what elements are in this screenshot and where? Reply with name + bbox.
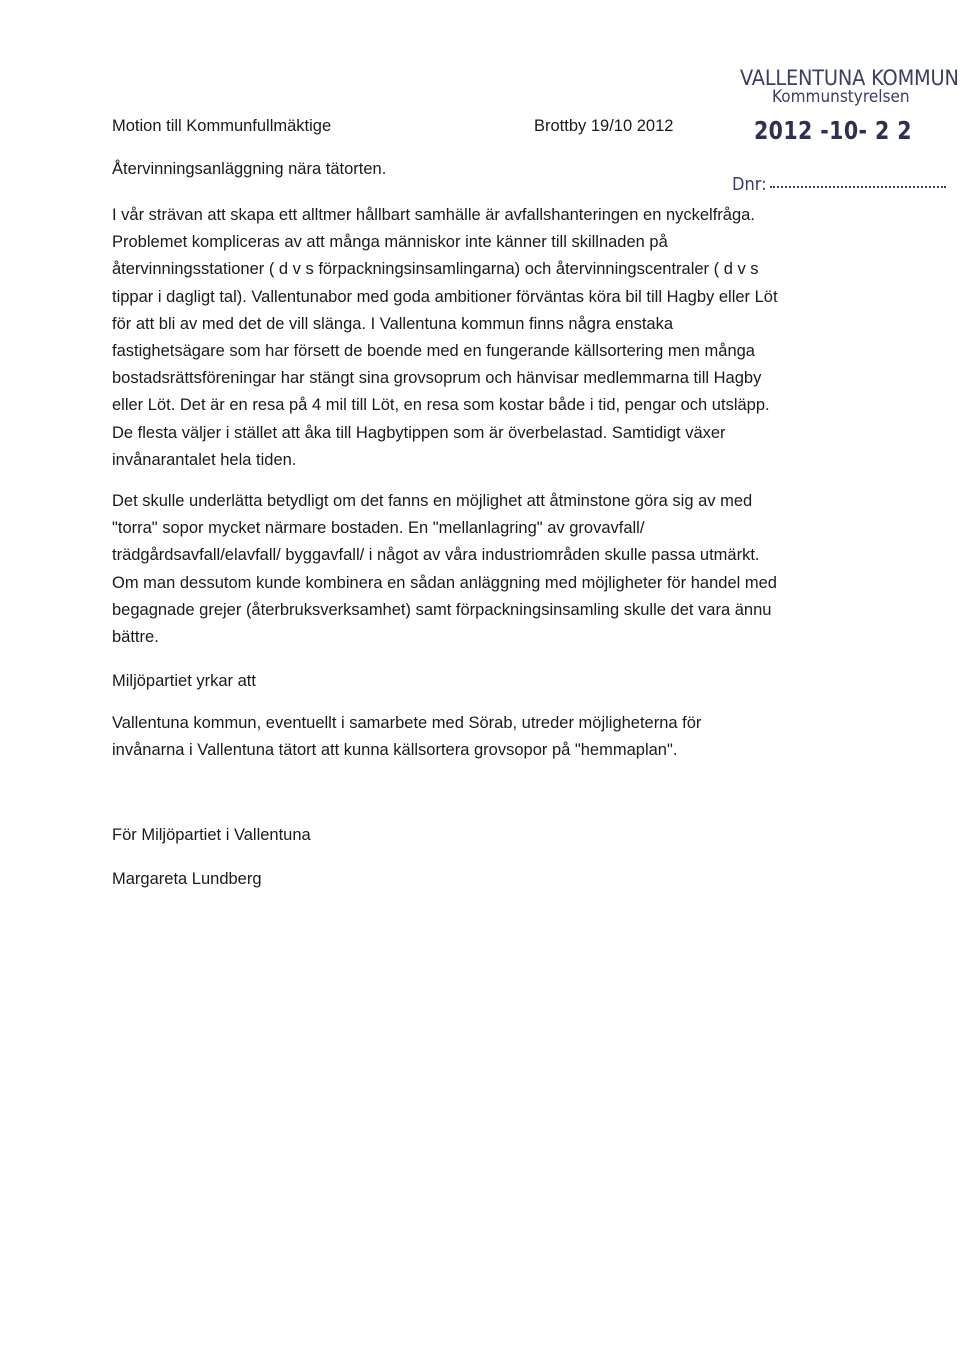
text-line: återvinningsstationer ( d v s förpackningsinsamlingarna) och återvinningscentraler ( d v s (112, 260, 759, 279)
paragraph-1 (112, 202, 852, 474)
text-line: eller Löt. Det är en resa på 4 mil till Löt, en resa som kostar både i tid, pengar och utsläpp. (112, 396, 770, 415)
text-line: Om man dessutom kunde kombinera en sådan anläggning med möjligheter för handel med (112, 573, 777, 592)
text-line: invånarna i Vallentuna tätort att kunna källsortera grovsopor på "hemmaplan". (112, 741, 678, 760)
place-and-date: Brottby 19/10 2012 (534, 117, 674, 135)
stamp-dnr-line (770, 186, 946, 188)
text-line: fastighetsägare som har försett de boende med en fungerande källsortering men många (112, 342, 755, 361)
text-line: tippar i dagligt tal). Vallentunabor med goda ambitioner förväntas köra bil till Hagby eller Löt (112, 287, 778, 306)
motion-proposal (112, 710, 852, 764)
text-line: för att bli av med det de vill slänga. I Vallentuna kommun finns några enstaka (112, 314, 674, 333)
signature-party: För Miljöpartiet i Vallentuna (112, 826, 311, 844)
stamp-department: Kommunstyrelsen (772, 87, 910, 107)
text-line: begagnade grejer (återbruksverksamhet) samt förpackningsinsamling skulle det vara ännu (112, 600, 772, 619)
text-line: bättre. (112, 628, 159, 647)
stamp-date: 2012 -10- 2 2 (754, 116, 912, 145)
text-line: trädgårdsavfall/elavfall/ byggavfall/ i något av våra industriområden skulle passa utmärkt. (112, 546, 760, 565)
text-line: Miljöpartiet yrkar att (112, 672, 256, 690)
stamp-organization: VALLENTUNA KOMMUN (740, 66, 959, 90)
text-line: Problemet kompliceras av att många människor inte känner till skillnaden på (112, 233, 668, 252)
paragraph-2 (112, 488, 852, 651)
text-line: De flesta väljer i stället att åka till Hagbytippen som är överbelastad. Samtidigt växer (112, 423, 726, 442)
signature-name: Margareta Lundberg (112, 870, 262, 888)
document-type: Motion till Kommunfullmäktige (112, 117, 332, 135)
text-line: Det skulle underlätta betydligt om det fanns en möjlighet att åtminstone göra sig av med (112, 492, 753, 510)
text-line: "torra" sopor mycket närmare bostaden. En "mellanlagring" av grovavfall/ (112, 519, 645, 538)
text-line: I vår strävan att skapa ett alltmer hållbart samhälle är avfallshanteringen en nyckelfråga. (112, 206, 755, 224)
motion-intro (112, 668, 852, 695)
text-line: Vallentuna kommun, eventuellt i samarbete med Sörab, utreder möjligheterna för (112, 714, 702, 732)
text-line: bostadsrättsföreningar har stängt sina grovsoprum och hänvisar medlemmarna till Hagby (112, 369, 762, 388)
text-line: invånarantalet hela tiden. (112, 450, 297, 469)
document-title: Återvinningsanläggning nära tätorten. (112, 160, 387, 178)
stamp-dnr-label: Dnr: (732, 174, 767, 195)
